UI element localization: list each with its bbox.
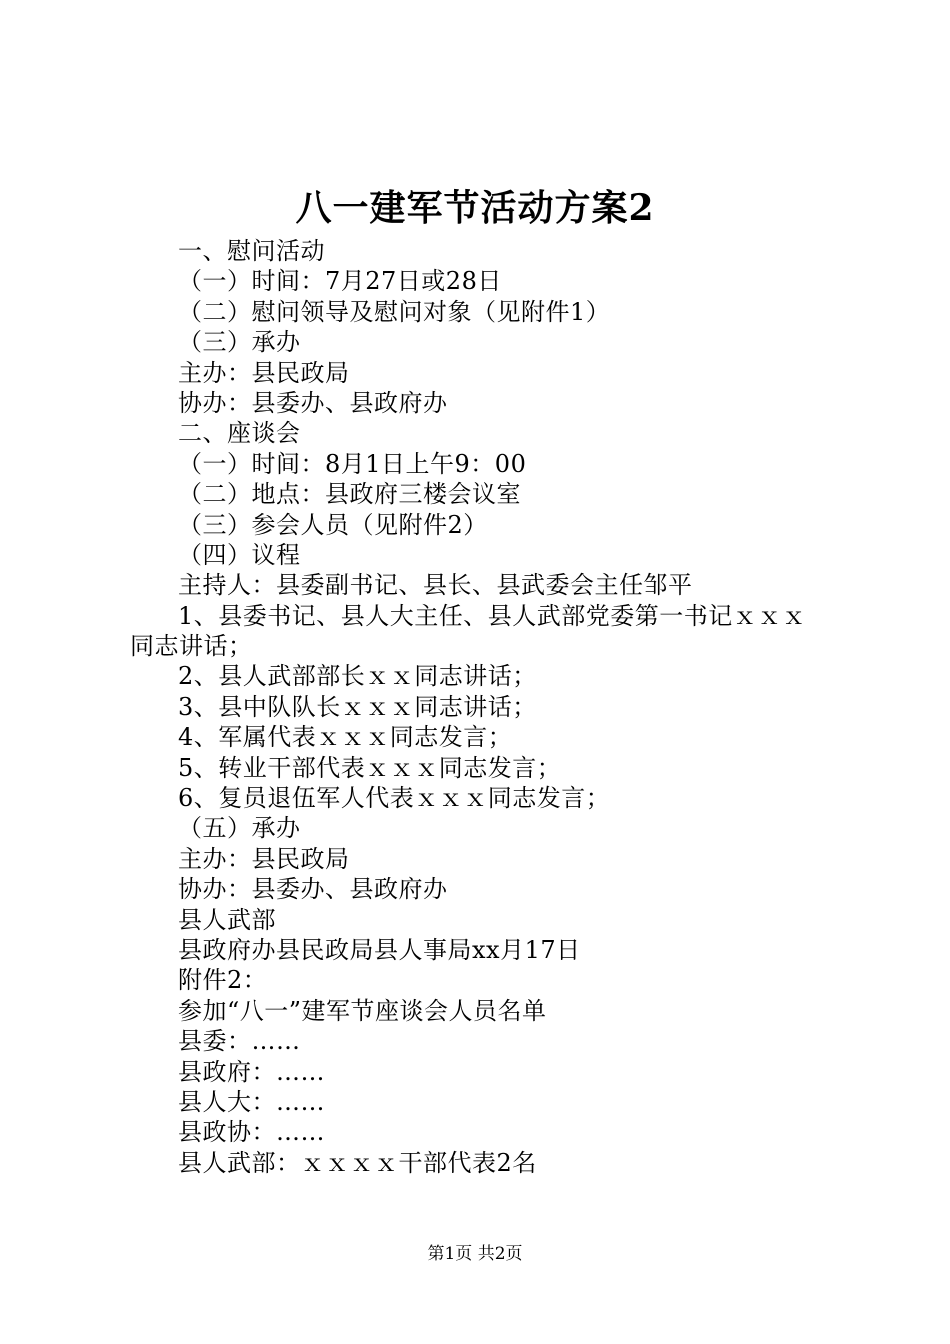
text-line: 协办：县委办、县政府办 [178, 875, 448, 904]
text-line: 县政府：…… [178, 1057, 325, 1086]
text-line: 县政府办县民政局县人事局xx月17日 [178, 935, 581, 964]
text-line: （一）时间：8月1日上午9：00 [178, 449, 527, 478]
document-title: 八一建军节活动方案2 [295, 187, 655, 229]
text-line: （五）承办 [178, 814, 301, 843]
text-line: 一、慰问活动 [178, 237, 325, 265]
text-line: （一）时间：7月27日或28日 [178, 267, 502, 296]
text-line: 6、复员退伍军人代表ｘｘｘ同志发言； [178, 784, 611, 813]
text-line: （三）承办 [178, 328, 301, 357]
text-line: 二、座谈会 [178, 419, 301, 448]
document-body [130, 236, 830, 1178]
text-line: （三）参会人员（见附件2） [178, 510, 488, 539]
text-line: 5、转业干部代表ｘｘｘ同志发言； [178, 753, 562, 782]
text-line: 主办：县民政局 [178, 358, 350, 387]
text-line: 县人武部：ｘｘｘｘ干部代表2名 [178, 1148, 537, 1177]
text-line: 同志讲话； [130, 632, 253, 661]
text-line: 县委：…… [178, 1027, 301, 1056]
text-line: （四）议程 [178, 540, 301, 569]
page-number-footer: 第1页 共2页 [427, 1244, 523, 1264]
text-line: （二）地点：县政府三楼会议室 [178, 480, 521, 509]
text-line: 3、县中队队长ｘｘｘ同志讲话； [178, 692, 537, 721]
text-line: 县人武部 [178, 905, 276, 934]
text-line: 参加“八一”建军节座谈会人员名单 [178, 996, 547, 1025]
text-line: （二）慰问领导及慰问对象（见附件1） [178, 297, 611, 326]
text-line: 1、县委书记、县人大主任、县人武部党委第一书记ｘｘｘ [178, 601, 807, 630]
text-line: 附件2： [178, 966, 268, 995]
text-line: 主办：县民政局 [178, 844, 350, 873]
text-line: 主持人：县委副书记、县长、县武委会主任邹平 [178, 571, 693, 600]
text-line: 县人大：…… [178, 1087, 325, 1116]
text-line: 4、军属代表ｘｘｘ同志发言； [178, 723, 513, 752]
text-line: 协办：县委办、县政府办 [178, 388, 448, 417]
text-line: 县政协：…… [178, 1118, 325, 1147]
text-line: 2、县人武部部长ｘｘ同志讲话； [178, 662, 537, 691]
